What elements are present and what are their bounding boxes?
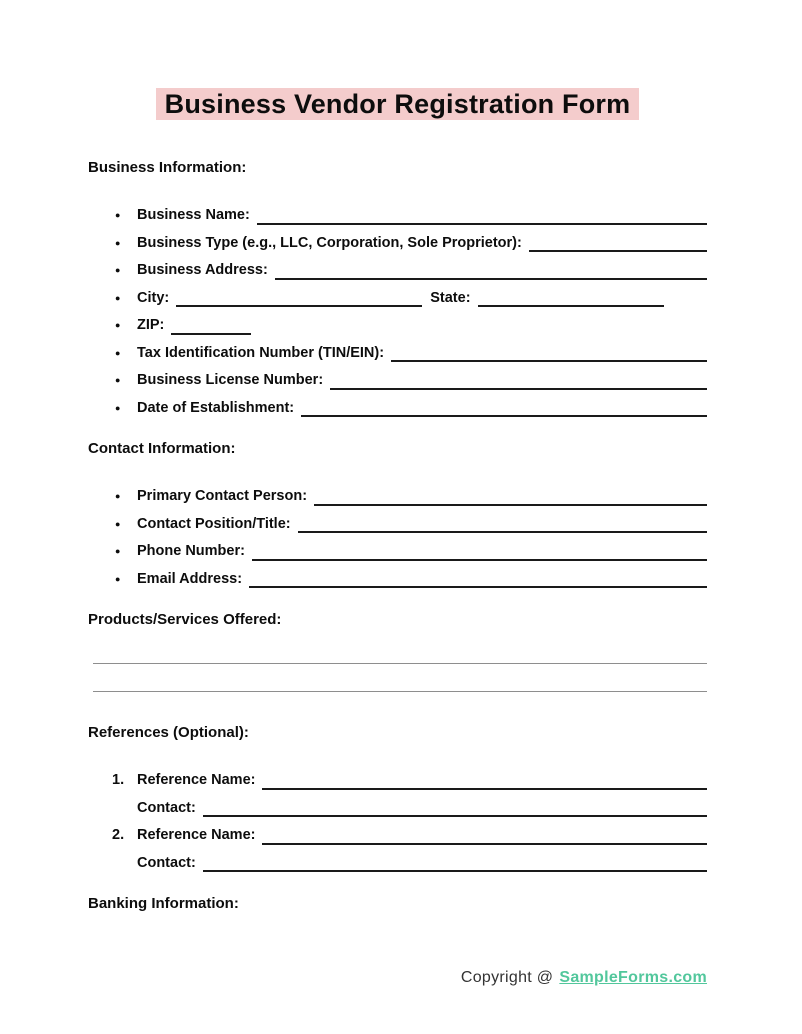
bullet-icon: ● <box>115 292 121 303</box>
primary-contact-fill-line[interactable] <box>314 490 707 506</box>
field-row-reference-1-contact <box>88 795 707 823</box>
field-label: Contact: <box>137 799 196 816</box>
field-label: Business Address: <box>137 262 268 278</box>
field-label: Business Name: <box>137 207 250 223</box>
bullet-icon: ● <box>115 347 121 358</box>
zip-fill-line[interactable] <box>171 319 251 335</box>
bullet-icon: ● <box>115 491 121 501</box>
field-row-business-address <box>88 257 707 285</box>
bullet-icon: ● <box>115 518 121 529</box>
section-heading-business-information: Business Information: <box>88 159 247 176</box>
field-label: Business License Number: <box>137 372 324 388</box>
field-label: Business Type (e.g., LLC, Corporation, Sole Proprietor): <box>137 234 522 251</box>
field-label: Contact: <box>137 854 196 871</box>
field-row-tin-ein <box>88 340 707 368</box>
bullet-icon: ● <box>115 210 121 220</box>
field-row-date-of-establishment <box>88 395 707 423</box>
reference-1-name-fill-line[interactable] <box>262 774 707 790</box>
business-license-fill-line[interactable] <box>330 374 707 390</box>
contact-position-fill-line[interactable] <box>298 517 707 533</box>
products-blank-line-2[interactable] <box>93 691 707 692</box>
business-address-fill-line[interactable] <box>275 264 707 280</box>
field-label: Date of Establishment: <box>137 399 295 416</box>
field-label: Reference Name: <box>137 772 256 788</box>
field-row-business-license <box>88 367 707 395</box>
field-row-business-type <box>88 230 707 258</box>
city-fill-line[interactable] <box>176 291 422 307</box>
field-row-reference-2-contact <box>88 850 707 878</box>
business-type-fill-line[interactable] <box>529 236 707 252</box>
copyright-text: Copyright @ <box>460 969 554 986</box>
page-title <box>88 84 707 121</box>
reference-1-contact-fill-line[interactable] <box>203 801 707 817</box>
email-address-fill-line[interactable] <box>249 572 707 588</box>
field-row-reference-2-name <box>88 822 707 850</box>
products-blank-line-1[interactable] <box>93 663 707 664</box>
references-list <box>88 767 707 877</box>
state-fill-line[interactable] <box>478 291 664 307</box>
field-label: Email Address: <box>137 570 243 587</box>
field-row-business-name <box>88 202 707 230</box>
sampleforms-link[interactable]: SampleForms.com <box>559 969 707 986</box>
section-heading-banking-information: Banking Information: <box>88 895 239 912</box>
bullet-icon: ● <box>115 375 121 385</box>
field-row-email-address <box>88 566 707 594</box>
footer <box>88 968 707 988</box>
field-label: State: <box>430 289 471 306</box>
date-of-establishment-fill-line[interactable] <box>301 401 707 417</box>
field-label: Contact Position/Title: <box>137 515 291 532</box>
field-label: Reference Name: <box>137 827 256 843</box>
bullet-icon: ● <box>115 320 121 330</box>
business-information-list <box>88 202 707 422</box>
section-heading-products-services: Products/Services Offered: <box>88 611 282 628</box>
field-label: Phone Number: <box>137 543 245 559</box>
field-label: City: <box>137 289 170 306</box>
field-row-reference-1-name <box>88 767 707 795</box>
bullet-icon: ● <box>115 546 121 556</box>
business-name-fill-line[interactable] <box>257 209 707 225</box>
bullet-icon: ● <box>115 237 121 248</box>
contact-information-list <box>88 483 707 593</box>
field-label: Primary Contact Person: <box>137 488 308 504</box>
field-row-phone-number <box>88 538 707 566</box>
phone-number-fill-line[interactable] <box>252 545 707 561</box>
section-heading-references: References (Optional): <box>88 724 249 741</box>
field-row-city-state <box>88 285 707 313</box>
products-services-answer-area <box>93 663 707 692</box>
field-label: Tax Identification Number (TIN/EIN): <box>137 344 385 361</box>
field-label: ZIP: <box>137 317 165 333</box>
list-number: 1. <box>112 772 125 788</box>
bullet-icon: ● <box>115 265 121 275</box>
tin-ein-fill-line[interactable] <box>391 346 707 362</box>
field-row-primary-contact <box>88 483 707 511</box>
reference-2-name-fill-line[interactable] <box>262 829 707 845</box>
section-heading-contact-information: Contact Information: <box>88 440 236 457</box>
reference-2-contact-fill-line[interactable] <box>203 856 707 872</box>
bullet-icon: ● <box>115 573 121 584</box>
field-row-zip <box>88 312 707 340</box>
bullet-icon: ● <box>115 402 121 413</box>
field-row-contact-position <box>88 511 707 539</box>
page-title-text: Business Vendor Registration Form <box>156 88 640 120</box>
list-number: 2. <box>112 827 125 843</box>
